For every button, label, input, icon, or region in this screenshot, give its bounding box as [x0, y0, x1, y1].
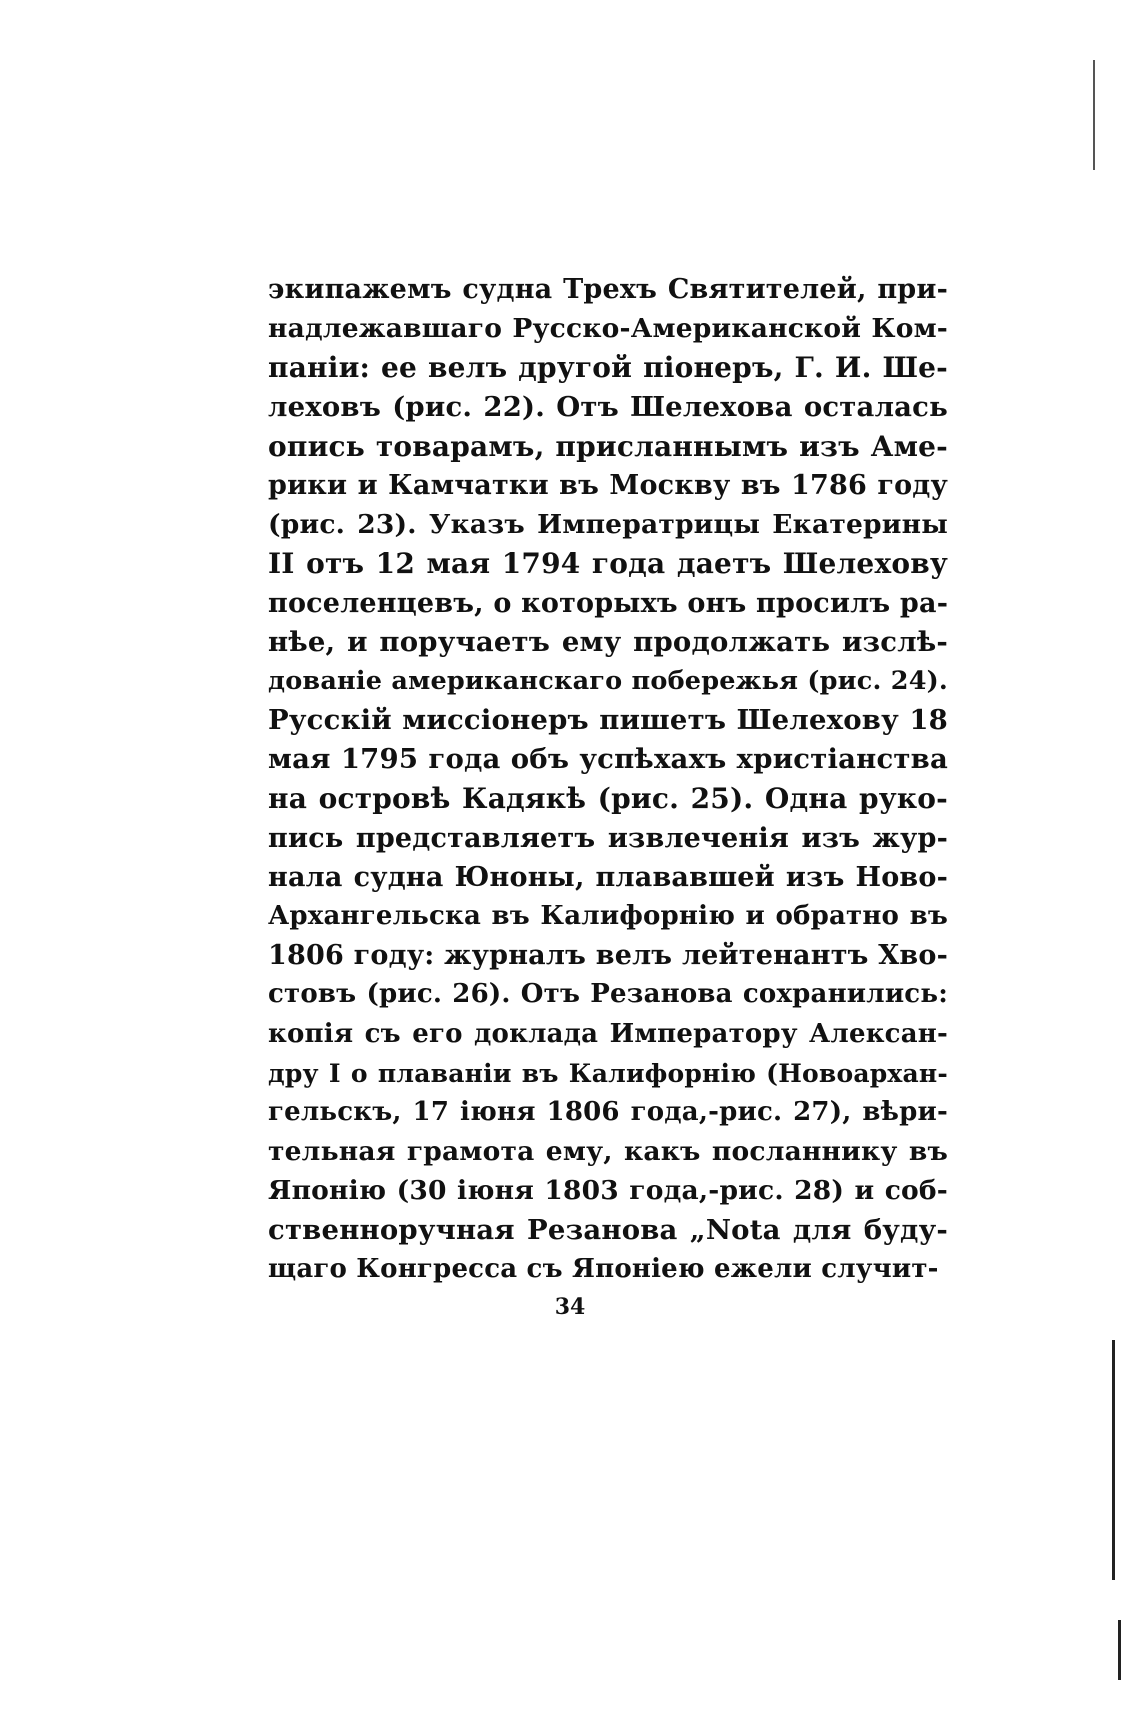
text-line: стовъ (рис. 26). Отъ Резанова сохранились:	[268, 979, 948, 1010]
scan-edge-mark	[1093, 60, 1095, 170]
text-line: поселенцевъ, о которыхъ онъ просилъ ра-	[268, 587, 949, 619]
scan-edge-mark	[1118, 1620, 1121, 1680]
text-line: дованіе американскаго побережья (рис. 24).	[268, 665, 948, 696]
text-line: дру I о плаваніи въ Калифорнію (Новоархан-	[268, 1058, 948, 1088]
text-line: тельная грамота ему, какъ посланнику въ	[268, 1136, 948, 1168]
text-line: Русскій миссіонеръ пишетъ Шелехову 18	[268, 704, 948, 737]
text-line: леховъ (рис. 22). Отъ Шелехова осталась	[268, 390, 948, 423]
text-line: мая 1795 года объ успѣхахъ христіанства	[268, 743, 948, 776]
text-line: на островѣ Кадякѣ (рис. 25). Одна руко-	[268, 782, 948, 816]
text-line: опись товарамъ, присланнымъ изъ Аме-	[268, 429, 948, 463]
text-line: ственноручная Резанова „Nota для буду-	[268, 1213, 948, 1246]
page-number: 34	[554, 1294, 586, 1320]
body-text	[268, 270, 948, 1289]
text-line: паніи: ее велъ другой піонеръ, Г. И. Ше-	[268, 351, 948, 385]
text-line: (рис. 23). Указъ Императрицы Екатерины	[268, 509, 948, 541]
text-line: нала судна Юноны, плававшей изъ Ново-	[268, 861, 948, 893]
text-line: экипажемъ судна Трехъ Святителей, при-	[268, 274, 948, 305]
text-line: рики и Камчатки въ Москву въ 1786 году	[268, 469, 948, 501]
text-line: копія съ его доклада Императору Алексан-	[268, 1018, 948, 1049]
text-line: гельскъ, 17 іюня 1806 года,-рис. 27), вѣри-	[268, 1096, 948, 1127]
text-line: Японію (30 іюня 1803 года,-рис. 28) и соб-	[268, 1175, 948, 1207]
text-line: Архангельска въ Калифорнію и обратно въ	[268, 901, 948, 931]
text-line: пись представляетъ извлеченія изъ жур-	[268, 822, 948, 854]
text-line: надлежавшаго Русско-Американской Ком-	[268, 313, 948, 345]
scan-edge-mark	[1112, 1340, 1115, 1580]
text-line: II отъ 12 мая 1794 года даетъ Шелехову	[268, 547, 948, 581]
text-line: нѣе, и поручаетъ ему продолжать изслѣ-	[268, 625, 948, 658]
text-line: 1806 году: журналъ велъ лейтенантъ Хво-	[268, 940, 948, 972]
text-line: щаго Конгресса съ Японіею ежели случит-	[268, 1253, 939, 1284]
